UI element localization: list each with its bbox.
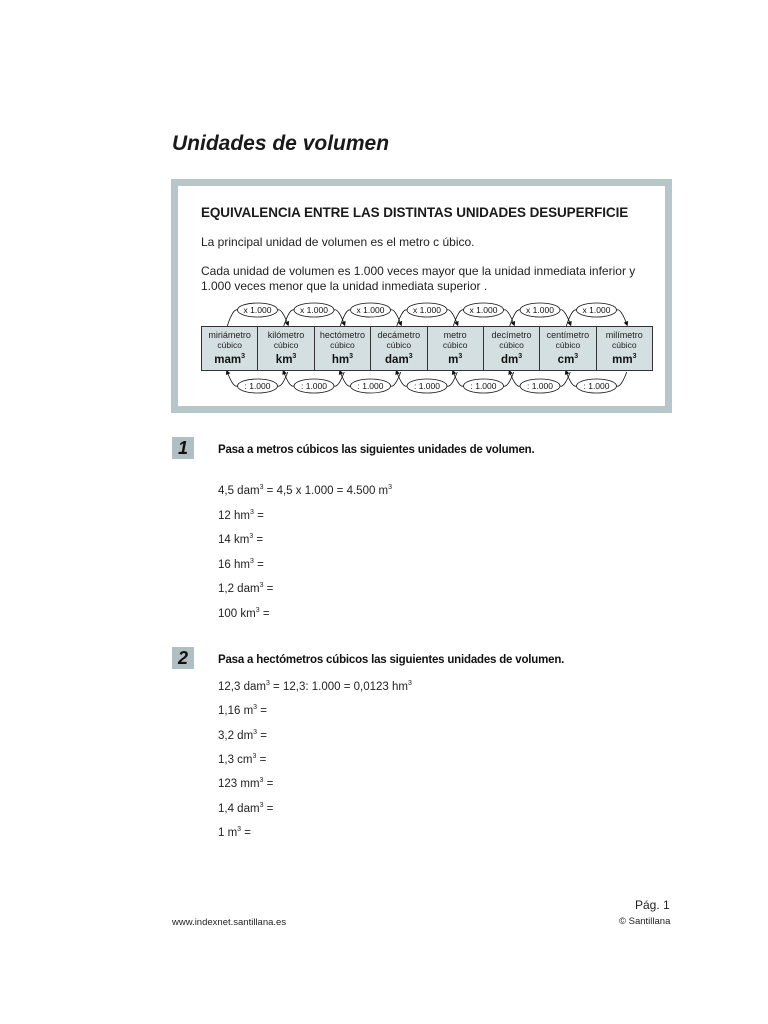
box-paragraph-1: La principal unidad de volumen es el metro c úbico. (201, 235, 475, 249)
exercise-line (218, 753, 266, 766)
multiply-label: x 1.000 (243, 305, 272, 315)
exercise-line (218, 533, 263, 546)
multiply-arrow (453, 303, 514, 326)
multiply-arrow (284, 303, 345, 326)
multiply-arrow (340, 303, 401, 326)
unit-name: decámetro (377, 330, 421, 340)
unit-name: decímetro (491, 330, 532, 340)
line-exponent: 3 (237, 825, 242, 833)
unit-symbol (484, 350, 539, 367)
line-exponent: 3 (259, 582, 264, 589)
line-exponent: 3 (259, 777, 264, 785)
line-result: = (253, 558, 264, 571)
box-heading: EQUIVALENCIA ENTRE LAS DISTINTAS UNIDADES DESUPERFICIE (201, 205, 629, 220)
line-quantity: 123 mm (218, 778, 260, 791)
exercise-line (218, 802, 273, 815)
exercise-line (218, 607, 270, 620)
exercise-line (218, 484, 392, 497)
result-exponent: 3 (407, 680, 412, 687)
line-quantity: 1,3 cm (218, 753, 253, 766)
unit-exponent: 3 (518, 353, 523, 360)
multiply-arrow (566, 303, 627, 326)
divide-arrow (453, 372, 514, 393)
line-exponent: 3 (252, 752, 257, 760)
unit-symbol-text: mm (612, 353, 633, 366)
unit-exponent: 3 (349, 353, 354, 360)
unit-word: cúbico (273, 340, 299, 350)
conversion-arrows (178, 186, 665, 406)
multiply-label: x 1.000 (300, 305, 328, 315)
unit-cell (258, 327, 314, 370)
multiply-arrow (397, 303, 458, 326)
divide-arrow (340, 372, 401, 393)
unit-word: cúbico (217, 340, 242, 350)
line-result: = (259, 607, 270, 620)
line-quantity: 16 hm (218, 558, 250, 571)
divide-label: : 1.000 (470, 381, 497, 391)
divide-arrow (284, 372, 345, 393)
unit-name: kilómetro (267, 330, 305, 340)
exercise-line (218, 680, 412, 693)
line-quantity: 1,4 dam (218, 802, 260, 815)
line-result: = (263, 582, 274, 595)
unit-symbol (202, 350, 257, 367)
multiply-arrow (227, 303, 288, 326)
divide-label: : 1.000 (583, 381, 610, 391)
unit-symbol-text: dam (385, 353, 409, 366)
line-quantity: 3,2 dm (218, 729, 254, 742)
exercise-line (218, 777, 273, 790)
unit-symbol (371, 350, 426, 367)
divide-label: : 1.000 (357, 381, 384, 391)
line-exponent: 3 (249, 533, 254, 540)
line-result: = (263, 802, 274, 815)
divide-arrow (510, 372, 571, 393)
unit-cell (484, 327, 540, 370)
line-quantity: 1,2 dam (218, 582, 260, 595)
exercise-line (218, 509, 264, 522)
divide-arrow (227, 372, 288, 393)
unit-symbol-text: cm (557, 353, 575, 366)
divide-label: : 1.000 (414, 381, 440, 391)
unit-symbol-text: km (275, 353, 293, 366)
multiply-label: x 1.000 (356, 305, 385, 315)
line-exponent: 3 (249, 508, 254, 516)
line-result: = (253, 509, 264, 522)
line-exponent: 3 (253, 728, 258, 736)
unit-name: milímetro (605, 330, 643, 340)
unit-symbol (597, 350, 652, 367)
unit-exponent: 3 (292, 353, 297, 360)
line-quantity: 14 km (218, 533, 250, 546)
divide-label: : 1.000 (527, 381, 553, 391)
line-exponent: 3 (265, 680, 270, 687)
unit-symbol (540, 350, 595, 367)
line-result: = (263, 778, 274, 791)
line-exponent: 3 (259, 801, 264, 809)
exercise-line (218, 582, 273, 595)
unit-exponent: 3 (241, 353, 246, 360)
line-quantity: 4,5 dam (218, 484, 260, 497)
unit-word: cúbico (555, 340, 581, 350)
line-quantity: 1,16 m (218, 705, 254, 718)
unit-word: cúbico (386, 340, 412, 350)
page-title: Unidades de volumen (172, 132, 390, 155)
exercise-1-title: Pasa a metros cúbicos las siguientes unidades de volumen. (218, 444, 535, 456)
page-number: Pág. 1 (635, 898, 670, 912)
line-result: = (256, 753, 267, 766)
line-result: = 4,5 x 1.000 = 4.500 m (263, 484, 389, 497)
unit-exponent: 3 (458, 353, 463, 360)
unit-symbol-text: m (448, 353, 459, 366)
line-result: = (257, 729, 267, 742)
exercise-2-title: Pasa a hectómetros cúbicos las siguientes unidades de volumen. (218, 654, 565, 666)
unit-name: metro (443, 330, 467, 340)
line-result: = 12,3: 1.000 = 0,0123 hm (269, 680, 408, 693)
unit-exponent: 3 (408, 353, 413, 360)
line-exponent: 3 (249, 557, 254, 565)
unit-word: cúbico (499, 340, 524, 350)
line-exponent: 3 (255, 606, 260, 614)
unit-cell (597, 327, 652, 370)
unit-symbol-text: mam (214, 353, 242, 366)
box-paragraph-2: Cada unidad de volumen es 1.000 veces mayor que la unidad inmediata inferior y 1.000 veces menor que la unidad inmediata superior . (201, 264, 636, 293)
unit-name: hectómetro (319, 330, 365, 340)
unit-cell (315, 327, 371, 370)
result-exponent: 3 (388, 484, 393, 491)
unit-cell (371, 327, 427, 370)
unit-table (201, 326, 653, 371)
unit-cell (202, 327, 258, 370)
line-result: = (241, 826, 251, 839)
unit-symbol (258, 350, 313, 367)
multiply-label: x 1.000 (469, 305, 498, 315)
unit-name: centímetro (546, 330, 590, 340)
line-quantity: 1 m (218, 826, 238, 839)
unit-exponent: 3 (574, 353, 579, 360)
divide-arrow (397, 372, 458, 393)
unit-name: miriámetro (208, 330, 251, 340)
line-quantity: 12 hm (218, 509, 250, 522)
multiply-label: x 1.000 (582, 305, 611, 315)
unit-symbol (428, 350, 483, 367)
unit-exponent: 3 (632, 353, 637, 360)
unit-word: cúbico (330, 340, 355, 350)
unit-cell (428, 327, 484, 370)
multiply-label: x 1.000 (526, 305, 554, 315)
exercise-2-number: 2 (172, 647, 194, 669)
line-result: = (253, 533, 264, 546)
line-quantity: 100 km (218, 607, 256, 620)
divide-label: : 1.000 (301, 381, 327, 391)
footer-website: www.indexnet.santillana.es (172, 917, 287, 928)
exercise-line (218, 704, 267, 717)
line-result: = (257, 705, 267, 718)
multiply-arrow (510, 303, 571, 326)
unit-cell (540, 327, 596, 370)
line-exponent: 3 (253, 704, 258, 712)
exercise-1-number: 1 (172, 437, 194, 459)
unit-word: cúbico (442, 340, 468, 350)
multiply-label: x 1.000 (413, 305, 441, 315)
footer-copyright: © Santillana (619, 916, 671, 927)
unit-symbol-text: dm (500, 353, 519, 366)
divide-label: : 1.000 (244, 381, 271, 391)
equivalence-box-inner (178, 186, 665, 406)
unit-symbol-text: hm (331, 353, 350, 366)
exercise-line (218, 558, 264, 571)
unit-word: cúbico (612, 340, 637, 350)
equivalence-box (171, 179, 672, 413)
line-quantity: 12,3 dam (218, 680, 266, 693)
divide-arrow (566, 372, 627, 393)
unit-symbol (315, 350, 370, 367)
exercise-line (218, 729, 267, 742)
exercise-line (218, 826, 251, 839)
line-exponent: 3 (259, 484, 264, 491)
